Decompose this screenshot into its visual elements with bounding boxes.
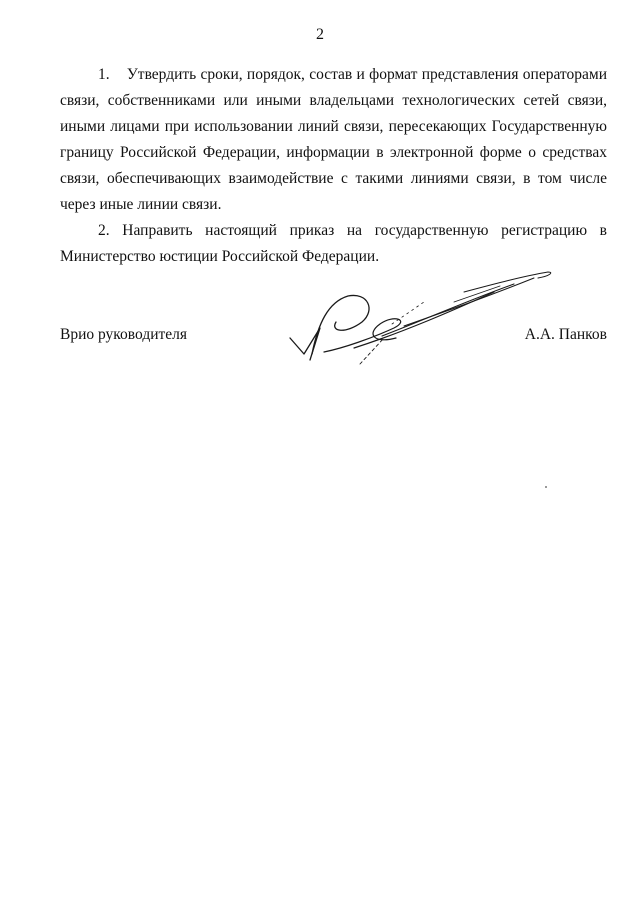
handwritten-signature xyxy=(284,262,554,366)
scan-speck xyxy=(545,486,547,488)
signer-name: А.А. Панков xyxy=(524,326,607,343)
page-number: 2 xyxy=(316,26,324,43)
paragraph-2: 2. Направить настоящий приказ на государственную регистрацию в Министерство юстиции Российской Федерации. xyxy=(60,222,607,265)
signer-title: Врио руководителя xyxy=(60,326,188,343)
paragraph-1: 1. Утвердить сроки, порядок, состав и формат представления операторами связи, собственниками или иными владельцами технологических сетей связи, иными лицами при использовании линий связи, пересекающих Государственную границу Российской Федерации, информации в электронной форме о средствах связи, обеспечивающих взаимодействие с такими линиями связи, в том числе через иные линии связи. xyxy=(60,66,607,213)
